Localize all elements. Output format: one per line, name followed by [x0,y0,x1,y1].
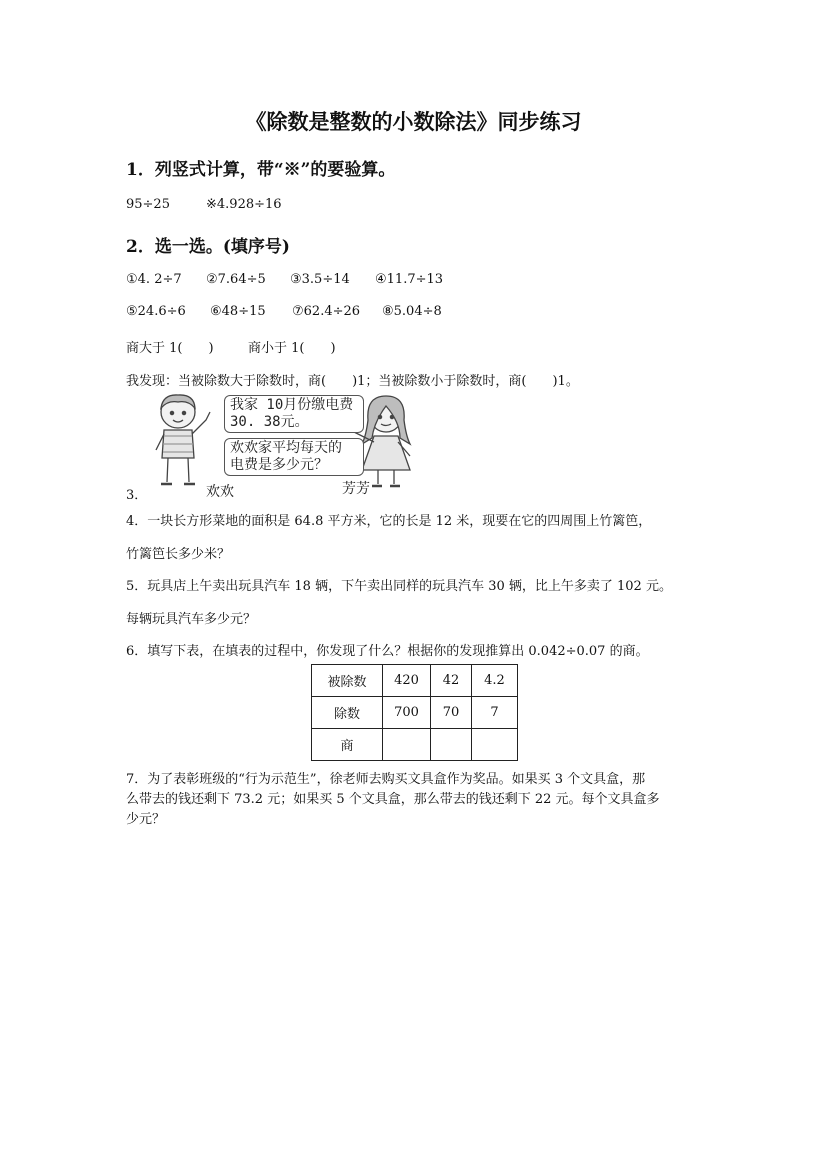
table-cell: 除数 [312,697,383,729]
q2-option-8: ⑧5.04÷8 [382,304,442,319]
boy-figure [156,395,210,484]
q2-option-2: ②7.64÷5 [206,272,266,287]
q2-quotient-greater: 商大于 1( ) [126,341,214,356]
table-cell: 7 [472,697,518,729]
q2-heading: 2．选一选。(填序号) [126,237,290,257]
table-cell-blank [383,729,431,761]
q2-quotient-less: 商小于 1( ) [248,341,336,356]
q7-line-3: 少元？ [126,812,166,827]
q2-option-7: ⑦62.4÷26 [292,304,361,319]
q2-option-5: ⑤24.6÷6 [126,304,186,319]
table-cell: 商 [312,729,383,761]
q2-option-6: ⑥48÷15 [210,304,266,319]
name-huanhuan: 欢欢 [206,484,234,500]
speech-bubble-2-line-2: 电费是多少元？ [230,457,328,473]
table-cell: 700 [383,697,431,729]
q6-table [311,664,518,761]
q5-line-2: 每辆玩具汽车多少元？ [126,612,257,627]
speech-bubble-2-line-1: 欢欢家平均每天的 [230,440,342,456]
table-row [312,729,518,761]
table-cell: 420 [383,665,431,697]
speech-bubble-1-line-2: 30. 38元。 [230,414,309,430]
table-cell: 4.2 [472,665,518,697]
q7-line-2: 么带去的钱还剩下 73.2 元；如果买 5 个文具盒，那么带去的钱还剩下 22 元。每个文具盒多 [126,792,660,807]
table-cell: 70 [431,697,472,729]
q2-discovery: 我发现：当被除数大于除数时，商( )1；当被除数小于除数时，商( )1。 [126,374,579,389]
q3-number: 3． [126,488,148,503]
q6-text: 6．填写下表，在填表的过程中，你发现了什么？根据你的发现推算出 0.042÷0.07 的商。 [126,644,649,659]
table-cell: 被除数 [312,665,383,697]
q1-item-2: ※4.928÷16 [206,197,282,212]
speech-bubble-2 [224,438,364,476]
name-fangfang: 芳芳 [342,481,370,497]
table-cell-blank [472,729,518,761]
speech-bubble-1-line-1: 我家 10月份缴电费 [230,397,354,413]
table-cell: 42 [431,665,472,697]
speech-bubble-1 [224,395,364,433]
q5-line-1: 5．玩具店上午卖出玩具汽车 18 辆，下午卖出同样的玩具汽车 30 辆，比上午多卖了 102 元。 [126,579,672,594]
q4-line-2: 竹篱笆长多少米？ [126,547,231,562]
q7-line-1: 7．为了表彰班级的“行为示范生”，徐老师去购买文具盒作为奖品。如果买 3 个文具盒，那 [126,772,646,787]
table-row [312,665,518,697]
q1-item-1: 95÷25 [126,197,170,212]
q2-option-4: ④11.7÷13 [375,272,444,287]
q2-option-3: ③3.5÷14 [290,272,350,287]
table-row [312,697,518,729]
table-cell-blank [431,729,472,761]
q2-option-1: ①4. 2÷7 [126,272,182,287]
page-title: 《除数是整数的小数除法》同步练习 [245,109,582,134]
q4-line-1: 4．一块长方形菜地的面积是 64.8 平方米，它的长是 12 米，现要在它的四周围上竹篱笆， [126,514,652,529]
q1-heading: 1．列竖式计算，带“※”的要验算。 [126,160,396,180]
